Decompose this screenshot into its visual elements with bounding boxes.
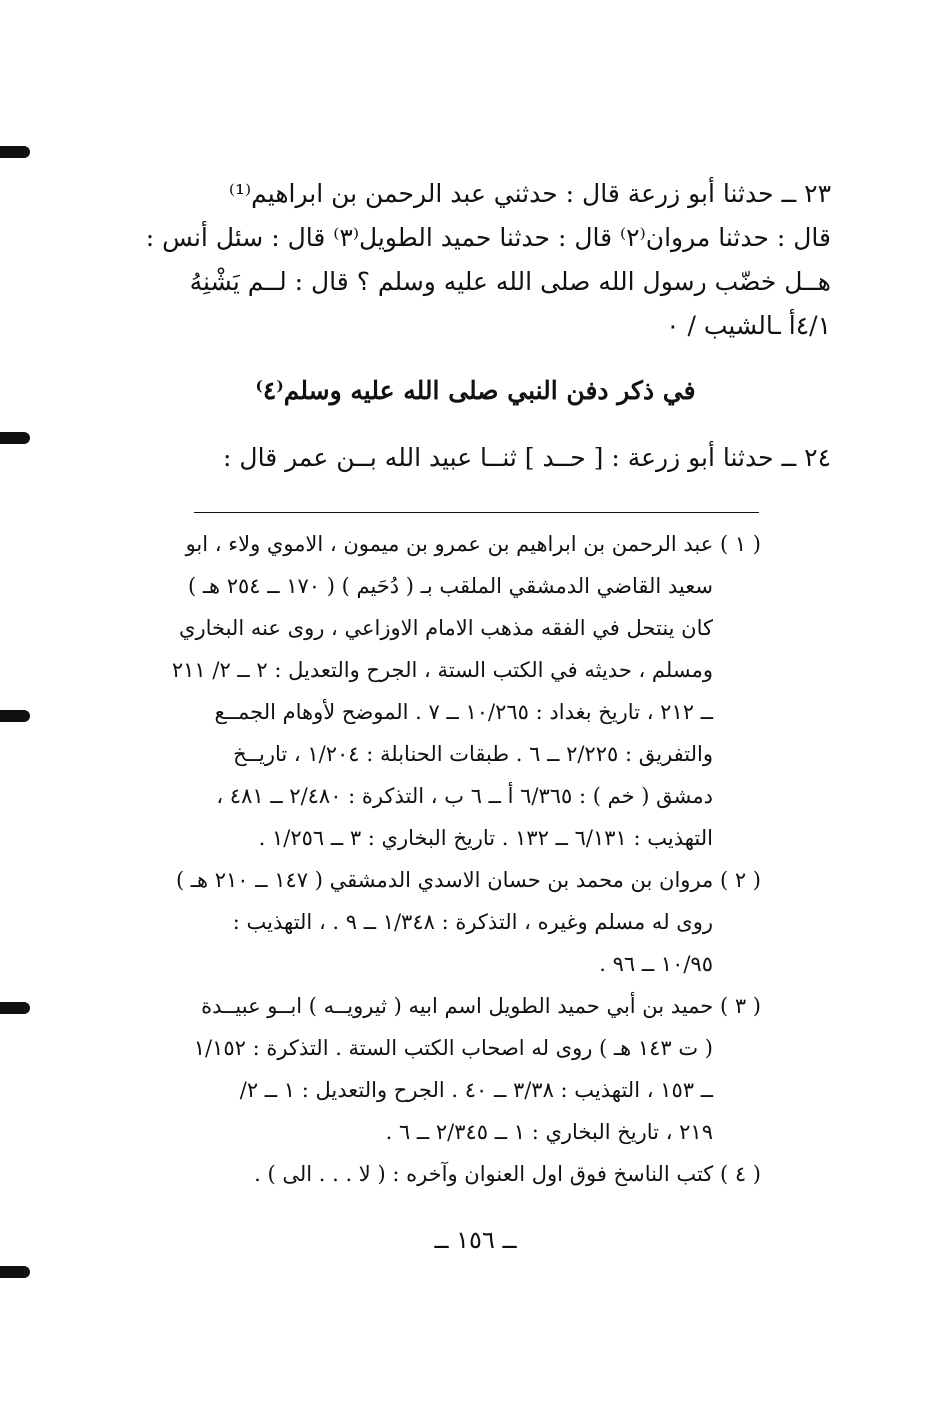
- section-heading: في ذكر دفن النبي صلى الله عليه وسلم⁽٤⁾: [255, 376, 696, 405]
- hadith-24-line: ٢٤ ــ حدثنا أبو زرعة : [ حــد ] ثنــا عبيد الله بــن عمر قال :: [223, 443, 831, 472]
- footnote-1-line-2: سعيد القاضي الدمشقي الملقب بـ ( دُحَيم ) ( ١٧٠ ــ ٢٥٤ هـ ): [187, 574, 713, 598]
- footnote-3-line-1: ( ٣ ) حميد بن أبي حميد الطويل اسم ابيه ( ثيرويــه ) ابــو عبيــدة: [201, 994, 761, 1018]
- binding-mark-4: [0, 1002, 30, 1014]
- binding-mark-2: [0, 432, 30, 444]
- footnote-2-line-1: ( ٢ ) مروان بن محمد بن حسان الاسدي الدمشقي ( ١٤٧ ــ ٢١٠ هـ ): [175, 868, 761, 892]
- footnote-4-line-1: ( ٤ ) كتب الناسخ فوق اول العنوان وآخره : ( لا . . . الى ) .: [254, 1162, 761, 1186]
- footnote-3-line-3: ــ ١٥٣ ، التهذيب : ٣/٣٨ ــ ٤٠ . الجرح والتعديل : ١ ــ ٢/: [239, 1078, 713, 1102]
- hadith-23-line-4: ٤/١أ ـالشيب / ٠: [666, 311, 831, 340]
- footnote-1-line-6: والتفريق : ٢/٢٢٥ ــ ٦ . طبقات الحنابلة : ١/٢٠٤ ، تاريــخ: [233, 742, 713, 766]
- binding-mark-5: [0, 1266, 30, 1278]
- hadith-23-line-1: ٢٣ ــ حدثنا أبو زرعة قال : حدثني عبد الرحمن بن ابراهيم⁽¹⁾: [228, 179, 831, 208]
- footnote-1-line-7: دمشق ( خم ) : ٦/٣٦٥ أ ــ ٦ ب ، التذكرة : ٢/٤٨٠ ــ ٤٨١ ،: [216, 784, 713, 808]
- footnote-1-line-8: التهذيب : ٦/١٣١ ــ ١٣٢ . تاريخ البخاري : ٣ ــ ١/٢٥٦ .: [258, 826, 713, 850]
- hadith-23-line-3: هــل خضّب رسول الله صلى الله عليه وسلم ؟ قال : لــم يَشْنِهُ: [189, 267, 831, 296]
- binding-mark-3: [0, 710, 30, 722]
- footnote-1-line-5: ــ ٢١٢ ، تاريخ بغداد : ١٠/٢٦٥ ــ ٧ . الموضح لأوهام الجمــع: [214, 700, 713, 724]
- footnote-2-line-3: ١٠/٩٥ ــ ٩٦ .: [599, 952, 713, 976]
- footnote-2-line-2: روى له مسلم وغيره ، التذكرة : ١/٣٤٨ ــ ٩ . ، التهذيب :: [232, 910, 713, 934]
- footnote-3-line-4: ٢١٩ ، تاريخ البخاري : ١ ــ ٢/٣٤٥ ــ ٦ .: [385, 1120, 713, 1144]
- footnote-1-line-1: ( ١ ) عبد الرحمن بن ابراهيم بن عمرو بن ميمون ، الاموي ولاء ، ابو: [185, 532, 761, 556]
- footnote-1-line-4: ومسلم ، حديثه في الكتب الستة ، الجرح والتعديل : ٢ ــ ٢/ ٢١١: [171, 658, 713, 682]
- footnote-separator: [194, 512, 759, 513]
- binding-mark-1: [0, 146, 30, 158]
- footnote-1-line-3: كان ينتحل في الفقه مذهب الامام الاوزاعي ، روى عنه البخاري: [179, 616, 713, 640]
- footnote-3-line-2: ( ت ١٤٣ هـ ) روى له اصحاب الكتب الستة . التذكرة : ١/١٥٢: [193, 1036, 713, 1060]
- page-number: ــ ١٥٦ ــ: [434, 1226, 517, 1254]
- hadith-23-line-2: قال : حدثنا مروان⁽٢⁾ قال : حدثنا حميد الطويل⁽٣⁾ قال : سئل أنس :: [145, 223, 831, 252]
